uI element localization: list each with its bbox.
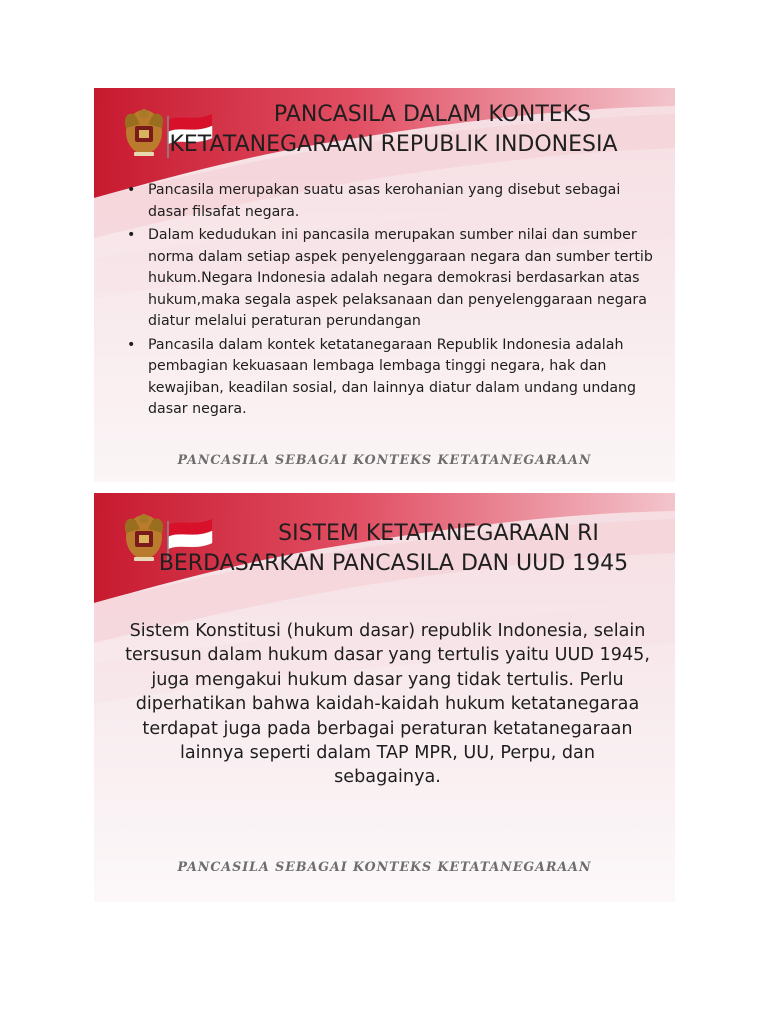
bullet-text: Pancasila dalam kontek ketatanegaraan Republik Indonesia adalah pembagian kekuasaan lembaga lembaga tinggi negara, hak dan kewajiban, keadilan sosial, dan lainnya diatur dalam undang undang dasar negara. xyxy=(148,336,637,417)
slide-title-line-1: SISTEM KETATANEGARAAN RI xyxy=(278,521,599,546)
bullet-text: Pancasila merupakan suatu asas kerohanian yang disebut sebagai dasar filsafat negara. xyxy=(148,182,621,220)
bullet-dot: • xyxy=(127,336,136,353)
bullet-list xyxy=(124,180,655,423)
slide-title-line-2: BERDASARKAN PANCASILA DAN UUD 1945 xyxy=(158,551,629,576)
slide-footer: PANCASILA SEBAGAI KONTEKS KETATANEGARAAN xyxy=(177,859,592,874)
bullet-dot: • xyxy=(127,182,136,198)
slide-2 xyxy=(94,493,675,902)
slide-title xyxy=(124,100,663,160)
slide-body-text: Sistem Konstitusi (hukum dasar) republik Indonesia, selain tersusun dalam hukum dasar yang tertulis yaitu UUD 1945, juga mengakui hukum dasar yang tidak tertulis. Perlu diperhatikan bahwa kaidah-kaidah hukum ketatanegaraa terdapat juga pada berbagai peraturan ketatanegaraan lainnya seperti dalam TAP MPR, UU, Perpu, dan sebagainya. xyxy=(125,621,650,788)
slide-1 xyxy=(94,88,675,482)
slide-title-line-2: KETATANEGARAAN REPUBLIK INDONESIA xyxy=(169,132,618,157)
bullet-text: Dalam kedudukan ini pancasila merupakan sumber nilai dan sumber norma dalam setiap aspek penyelenggaraan negara dan sumber tertib hukum.Negara Indonesia adalah negara demokrasi berdasarkan atas hukum,maka segala aspek pelaksanaan dan penyelenggaraan negara diatur melalui peraturan perundangan xyxy=(148,227,653,329)
bullet-dot: • xyxy=(127,227,136,243)
slide-title xyxy=(124,519,663,579)
slide-title-line-1: PANCASILA DALAM KONTEKS xyxy=(273,102,592,127)
slide-footer: PANCASILA SEBAGAI KONTEKS KETATANEGARAAN xyxy=(177,452,592,467)
bullet-item xyxy=(124,225,655,333)
bullet-item xyxy=(124,335,655,421)
bullet-item xyxy=(124,180,655,223)
